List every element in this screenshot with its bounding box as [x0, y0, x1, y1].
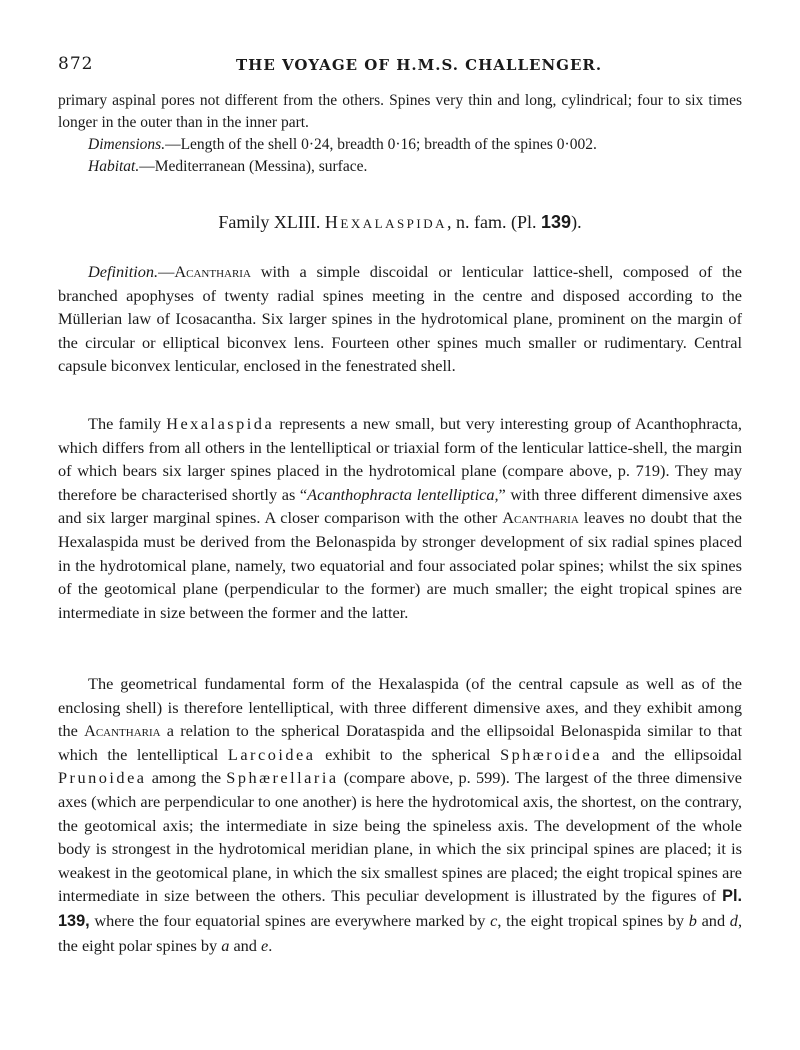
plate-number: 139 [541, 212, 572, 232]
p1-italic-term: Acanthophracta lentelliptica, [307, 484, 499, 504]
p2-text-4: and the ellipsoidal [601, 744, 743, 764]
definition-paragraph [58, 260, 742, 378]
definition-text: with a simple discoidal or lenticular lattice-shell, composed of the branched apophyses of twenty radial spines meeting in the centre and disposed according to the Müllerian law of Icosacantha. Six larger spines in the hydrotomical plane, prominent on the margin of the circular or elliptical biconvex lens. Fourteen other spines much smaller or rudimentary. Central capsule biconvex lenticular, enclosed in the fenestrated shell. [58, 262, 742, 376]
family-heading [0, 212, 800, 233]
p2-letter-e: e [261, 935, 269, 955]
definition-label: Definition. [88, 262, 159, 281]
family-name: Hexalaspida [324, 212, 448, 232]
p2-text-7: where the four equatorial spines are everywhere marked by [89, 910, 491, 930]
dimensions-label: Dimensions. [88, 136, 166, 153]
p2-text-11: and [229, 935, 262, 955]
family-number: Family XLIII. [218, 212, 321, 232]
p2-text-3: exhibit to the spherical [315, 744, 501, 764]
p2-text-1: The geometrical fundamental form of the Hexalaspida (of the central capsule as well as of the enclosing shell) is therefore lentelliptical, with three different dimensive axes, and they exhibit among the [58, 674, 742, 741]
p2-text-5: among the [146, 768, 227, 788]
p2-name-sphaeroidea: Sphæroidea [500, 744, 602, 764]
p1-text-2: represents a new small, but very interesting group of Acanthophracta, which differs from all others in the lentelliptical or triaxial form of the lenticular lattice-shell, the margin of which bears six larger spines placed in the hydrotomical plane (compare above, p. 719). They may therefore be characterised shortly as “ [58, 414, 743, 504]
p1-text-4: leaves no doubt that the Hexalaspida must be derived from the Belonaspida by stronger development of six radial spines placed in the hydrotomical plane, namely, two equatorial and four associated polar spines; whilst the six spines of the geotomical plane (perpendicular to the former) are much smaller; the eight tropical spines are intermediate in size between the former and the latter. [58, 508, 742, 622]
dimensions-text: —Length of the shell 0·24, breadth 0·16; breadth of the spines 0·002. [165, 136, 597, 153]
habitat-text: —Mediterranean (Messina), surface. [139, 158, 368, 175]
page-number: 872 [58, 54, 94, 74]
p2-text-10: , the eight polar spines by [58, 910, 743, 955]
p2-taxon: Acantharia [84, 721, 161, 741]
p1-family-name: Hexalaspida [166, 414, 275, 433]
habitat-line [58, 156, 742, 178]
p2-letter-c: c [490, 910, 498, 930]
p2-text-12: . [268, 935, 273, 955]
dimensions-line [58, 134, 742, 156]
spine-description: primary aspinal pores not different from the others. Spines very thin and long, cylindrical; four to six times longer in the outer than in the inner part. [58, 92, 742, 131]
species-continuation [58, 90, 742, 178]
page-header [58, 54, 748, 80]
p2-name-larcoidea: Larcoidea [227, 744, 316, 764]
p2-text-2: a relation to the spherical Dorataspida and the ellipsoidal Belonaspida similar to that which the lentelliptical [58, 721, 742, 764]
p1-text-3: ” with three different dimensive axes and six larger marginal spines. A closer comparison with the other [58, 484, 742, 528]
definition-dash: — [158, 262, 175, 281]
p2-text-6: (compare above, p. 599). The largest of the three dimensive axes (which are perpendicular to one another) is here the hydrotomical axis, the shortest, on the contrary, the geotomical axis; the intermediate in size being the spineless axis. The development of the whole body is strongest in the hydrotomical meridian plane, in which the six principal spines are placed; it is weakest in the geotomical plane, in which the six smallest spines are placed; the eight tropical spines are intermediate in size between the others. This peculiar development is illustrated by the figures of [58, 768, 742, 906]
p2-text-9: and [696, 910, 730, 930]
paragraph-geometry [58, 672, 742, 957]
p2-name-sphaerellaria: Sphærellaria [226, 768, 339, 788]
family-close: ). [571, 212, 582, 232]
p2-letter-d: d [729, 910, 738, 930]
p2-text-8: , the eight tropical spines by [497, 910, 689, 930]
running-title: THE VOYAGE OF H.M.S. CHALLENGER. [236, 56, 603, 74]
p1-taxon: Acantharia [502, 508, 579, 528]
definition-taxon: Acantharia [174, 262, 251, 281]
p1-text-1: The family [88, 414, 167, 433]
habitat-label: Habitat. [88, 158, 140, 175]
p2-plate-ref: Pl. 139, [58, 887, 742, 930]
family-suffix: , n. fam. (Pl. [447, 212, 537, 232]
p2-name-prunoidea: Prunoidea [58, 768, 147, 788]
paragraph-family-overview [58, 412, 742, 624]
p2-letter-a: a [221, 935, 230, 955]
p2-letter-b: b [688, 910, 697, 930]
